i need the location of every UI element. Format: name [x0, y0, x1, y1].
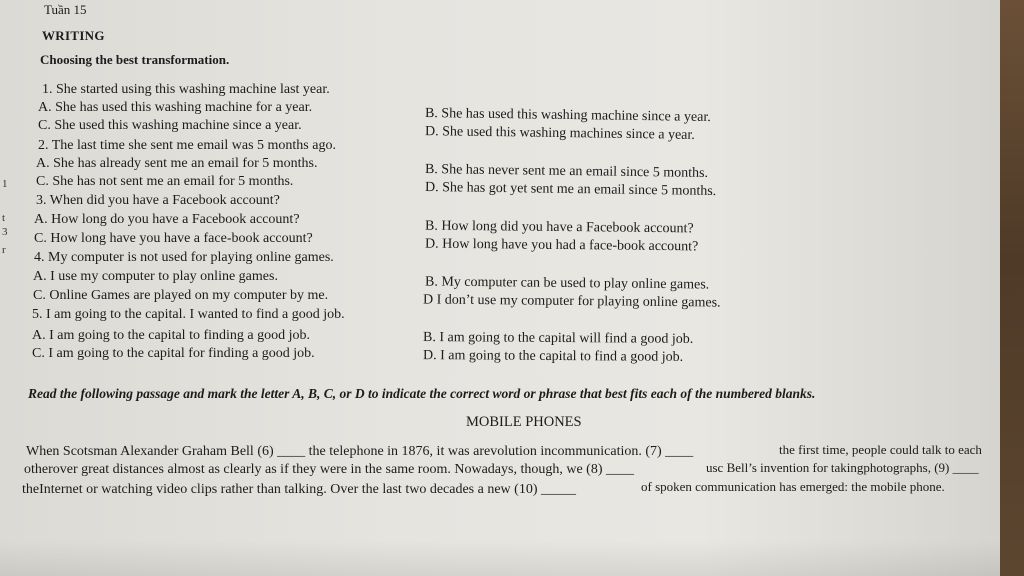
option-b: B. How long did you have a Facebook account? — [424, 218, 694, 237]
margin-mark: 3 — [2, 226, 8, 238]
page-label: Tuần 15 — [44, 2, 87, 17]
passage-line: otherover great distances almost as clearly as if they were in the same room. Nowadays, though, we (8) ____ — [24, 462, 634, 477]
option-b: B. I am going to the capital will find a good job. — [422, 330, 694, 347]
margin-mark: 1 — [2, 178, 8, 190]
option-d: D. She has got yet sent me an email since 5 months. — [424, 179, 717, 200]
question-stem: 5. I am going to the capital. I wanted to find a good job. — [32, 307, 345, 322]
option-d: D. She used this washing machines since a year. — [424, 124, 695, 143]
margin-mark: r — [2, 244, 6, 256]
question-stem: 4. My computer is not used for playing online games. — [34, 250, 334, 265]
option-b: B. She has used this washing machine since a year. — [424, 106, 711, 125]
passage-line: the first time, people could talk to each — [779, 442, 982, 457]
option-a: A. How long do you have a Facebook account? — [34, 212, 300, 227]
question-stem: 1. She started using this washing machine last year. — [42, 82, 330, 97]
desk-edge — [1000, 0, 1024, 576]
option-b: B. She has never sent me an email since 5 months. — [424, 162, 709, 181]
passage-line: of spoken communication has emerged: the mobile phone. — [641, 479, 945, 494]
section-title: WRITING — [42, 28, 105, 43]
option-d: D I don’t use my computer for playing online games. — [422, 292, 721, 311]
question-stem: 2. The last time she sent me email was 5 months ago. — [38, 138, 336, 153]
option-a: A. She has already sent me an email for 5 months. — [36, 156, 318, 171]
option-c: C. She used this washing machine since a year. — [38, 118, 302, 133]
option-a: A. She has used this washing machine for a year. — [38, 100, 313, 115]
option-a: A. I am going to the capital to finding a good job. — [32, 328, 311, 343]
passage-line: When Scotsman Alexander Graham Bell (6) ____ the telephone in 1876, it was arevolution incommunication. (7) ____ — [26, 444, 694, 459]
question-stem: 3. When did you have a Facebook account? — [36, 193, 280, 208]
page-shadow — [0, 540, 1000, 576]
option-c: C. She has not sent me an email for 5 months. — [36, 174, 294, 189]
option-c: C. How long have you have a face-book account? — [34, 231, 313, 246]
passage-title: MOBILE PHONES — [466, 414, 582, 430]
margin-mark: t — [2, 212, 6, 224]
exercise-instruction: Choosing the best transformation. — [40, 52, 230, 67]
passage-instruction: Read the following passage and mark the letter A, B, C, or D to indicate the correct word or phrase that best fits each of the numbered blanks. — [28, 386, 816, 401]
option-d: D. I am going to the capital to find a good job. — [422, 348, 684, 365]
option-d: D. How long have you had a face-book account? — [424, 236, 699, 255]
option-b: B. My computer can be used to play online games. — [424, 274, 710, 293]
option-c: C. I am going to the capital for finding a good job. — [32, 346, 315, 361]
passage-line: theInternet or watching video clips rather than talking. Over the last two decades a new (10) _____ — [22, 482, 576, 497]
option-a: A. I use my computer to play online games. — [33, 269, 278, 284]
passage-line: usc Bell’s invention for takingphotographs, (9) ____ — [706, 460, 979, 475]
option-c: C. Online Games are played on my computer by me. — [33, 288, 329, 303]
